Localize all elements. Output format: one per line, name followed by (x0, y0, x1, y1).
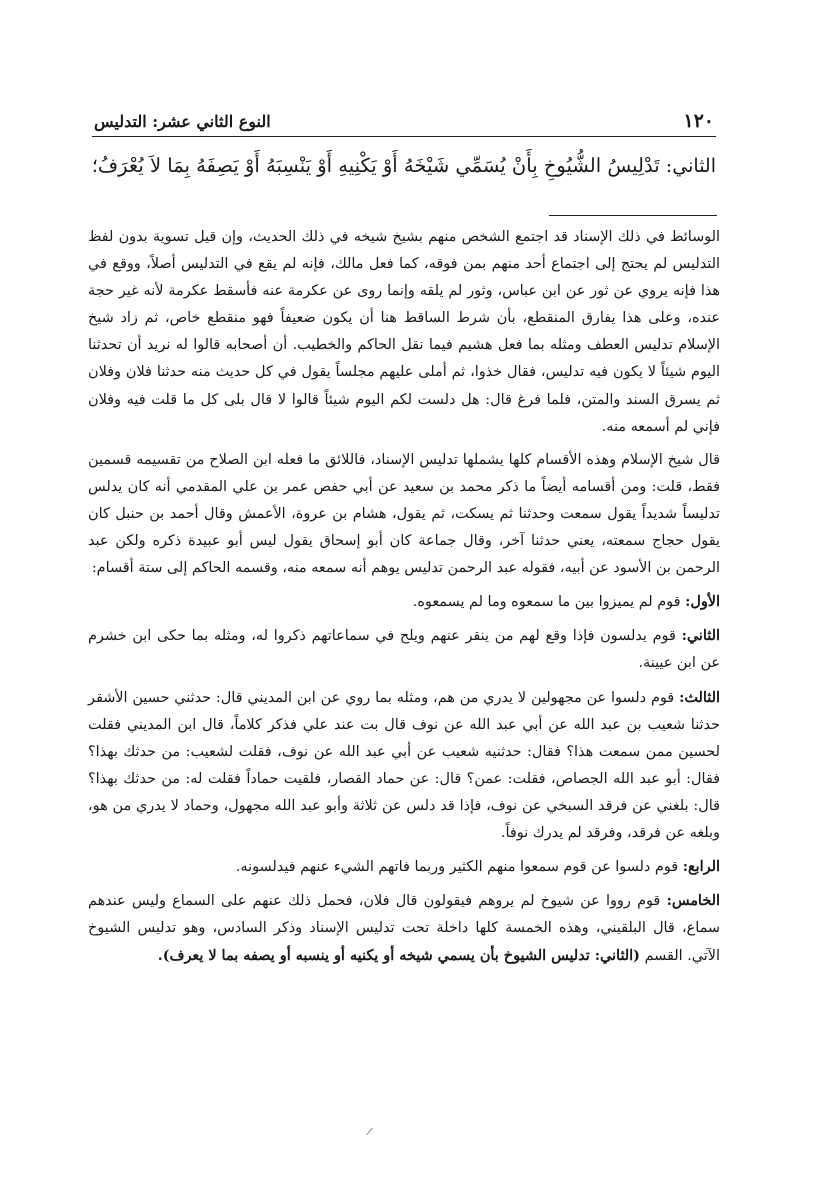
stray-mark (366, 1128, 373, 1136)
commentary-paragraph (88, 622, 720, 677)
section-term: الثاني: (681, 627, 720, 645)
commentary-paragraph (88, 853, 720, 881)
section-text: قوم دلسوا عن قوم سمعوا منهم الكثير وربما فاتهم الشيء عنهم فيدلسونه. (235, 859, 679, 876)
section-term: الأول: (685, 593, 720, 611)
section-text: قوم لم يميزوا بين ما سمعوه وما لم يسمعوه. (412, 594, 681, 611)
page-number: ١٢٠ (683, 110, 714, 132)
section-text: قوم دلسوا عن مجهولين لا يدري من هم، ومثله بما روي عن ابن المديني قال: حدثني حسين الأشقر حدثنا شعيب بن عبد الله عن أبي عبد الله عن نوف قال بت عند علي فذكر كلاماً، قال ابن المديني فقلت لحسين ممن سمعت هذا؟ فقال: حدثنيه شعيب عن أبي عبد الله عن نوف، فقلت لشعيب: من حدثك بهذا؟ فقال: أبو عبد الله الجصاص، فقلت: عمن؟ قال: عن حماد القصار، فلقيت حماداً فقلت له: من حدثك بهذا؟ قال: بلغني عن فرقد السبخي عن نوف، فإذا قد دلس عن ثلاثة وأبو عبد الله مجهول، وحماد لا يدري من هو، وبلغه عن فرقد، وفرقد لم يدرك نوفاً. (88, 689, 720, 841)
main-text-label: الثاني: (665, 155, 716, 177)
section-term: الثالث: (679, 688, 720, 706)
running-title: النوع الثاني عشر: التدليس (94, 112, 271, 131)
section-term: الخامس: (666, 892, 720, 910)
commentary (88, 224, 720, 976)
footnote-separator (549, 215, 717, 216)
page-header (92, 108, 716, 137)
commentary-paragraph (88, 684, 720, 848)
main-text (92, 154, 716, 177)
section-text: قوم يدلسون فإذا وقع لهم من ينقر عنهم ويلح في سماعاتهم ذكروا له، ومثله بما حكى ابن خشرم عن ابن عيينة. (88, 628, 720, 672)
section-text: قوم رووا عن شيوخ لم يروهم فيقولون قال فلان، فحمل ذلك عنهم على السماع وليس عندهم سماع، قال البلقيني، وهذه الخمسة كلها داخلة تحت تدليس الإسناد وذكر السادس، وهو تدليس الشيوخ الآتي. القسم (88, 893, 720, 965)
main-text-body: تَدْلِيسُ الشُّيُوخِ بِأَنْ يُسَمِّي شَيْخَهُ أَوْ يَكْنِيهِ أَوْ يَنْسِبَهُ أَوْ يَصِفَهُ بِمَا لاَ يُعْرَفُ؛ (91, 154, 660, 177)
commentary-paragraph: قال شيخ الإسلام وهذه الأقسام كلها يشملها تدليس الإسناد، فاللائق ما فعله ابن الصلاح من تقسيمه قسمين فقط، قلت: ومن أقسامه أيضاً ما ذكر محمد بن سعيد عن أبي حفص عمر بن علي المقدمي أنه كان يدلس تدليساً شديداً يقول سمعت وحدثنا ثم يسكت، ثم يقول، هشام بن عروة، الأعمش وقال أحمد بن حنبل كان يقول حجاج سمعته، يعني حدثنا آخر، وقال جماعة كان أبو إسحاق يقول ليس أبو عبيدة ذكره ولكن عبد الرحمن بن الأسود عن أبيه، فقوله عبد الرحمن تدليس يوهم أنه سمعه منه، وقسمه الحاكم إلى ستة أقسام: (88, 451, 720, 577)
commentary-paragraph: الوسائط في ذلك الإسناد قد اجتمع الشخص منهم بشيخ شيخه في ذلك الحديث، وإن قيل تسوية بدون لفظ التدليس لم يحتج إلى اجتماع أحد منهم بمن فوقه، كما فعل مالك، فإنه لم يقع في التدليس أصلاً، ووقع في هذا فإنه يروي عن ثور عن ابن عباس، وثور لم يلقه وإنما روى عن عكرمة عنه فأسقط عكرمة لأنه غير حجة عنده، وعلى هذا يفارق المنقطع، بأن شرط الساقط هنا أن يكون ضعيفاً فهو منقطع خاص، ثم زاد شيخ الإسلام تدليس العطف ومثله بما فعل هشيم فيما نقل الحاكم والخطيب. أن أصحابه قالوا له نريد أن تحدثنا اليوم شيئاً لا يكون فيه تدليس، فقال خذوا، ثم أملى عليهم مجلساً يقول في كل حديث منه حدثنا فلان وفلان ثم يسرق السند والمتن، فلما فرغ قال: هل دلست لكم اليوم شيئاً قالوا لا قال بلى كل ما قلت فيه وفلان فإني لم أسمعه منه. (88, 229, 720, 435)
commentary-paragraph (88, 588, 720, 616)
quoted-main-text: (الثاني: تدليس الشيوخ بأن يسمي شيخه أو يكنيه أو ينسبه أو يصفه بما لا يعرف). (157, 947, 640, 965)
commentary-paragraph (88, 887, 720, 970)
section-term: الرابع: (682, 858, 720, 876)
